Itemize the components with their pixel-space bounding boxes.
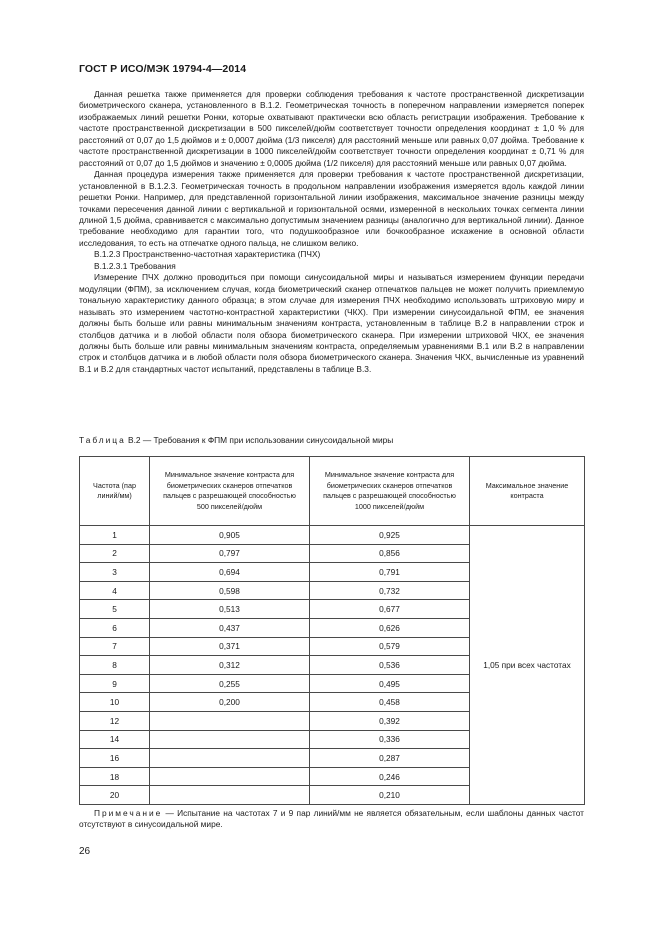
- cell-min-500: 0,371: [150, 637, 310, 656]
- cell-min-1000: 0,392: [310, 711, 470, 730]
- cell-min-500: 0,437: [150, 618, 310, 637]
- cell-min-500: 0,797: [150, 544, 310, 563]
- cell-min-1000: 0,791: [310, 563, 470, 582]
- header-frequency: Частота (пар линий/мм): [80, 457, 150, 526]
- cell-min-500: [150, 767, 310, 786]
- cell-frequency: 5: [80, 600, 150, 619]
- cell-frequency: 9: [80, 674, 150, 693]
- header-min-500: Минимальное значение контраста для биометрических сканеров отпечатков пальцев с разрешающей способностью 500 пикселей/дюйм: [150, 457, 310, 526]
- cell-min-1000: 0,336: [310, 730, 470, 749]
- cell-min-1000: 0,458: [310, 693, 470, 712]
- cell-min-500: 0,598: [150, 581, 310, 600]
- header-min-1000: Минимальное значение контраста для биометрических сканеров отпечатков пальцев с разрешающей способностью 1000 пикселей/дюйм: [310, 457, 470, 526]
- cell-frequency: 20: [80, 786, 150, 805]
- cell-min-1000: 0,677: [310, 600, 470, 619]
- cell-min-1000: 0,246: [310, 767, 470, 786]
- cell-min-500: [150, 730, 310, 749]
- cell-frequency: 7: [80, 637, 150, 656]
- cell-max-contrast: 1,05 при всех частотах: [470, 526, 585, 805]
- table-caption-label: Таблица: [79, 435, 126, 445]
- cell-min-1000: 0,856: [310, 544, 470, 563]
- cell-min-1000: 0,626: [310, 618, 470, 637]
- page-number: 26: [79, 846, 91, 857]
- cell-frequency: 4: [80, 581, 150, 600]
- cell-frequency: 8: [80, 656, 150, 675]
- paragraph: Измерение ПЧХ должно проводиться при помощи синусоидальной миры и называться измерением функции передачи модуляции (ФПМ), за исключением случая, когда биометрический сканер отпечатков пальцев не может получить приемлемую тональную характеристику данного образца; в этом случае для измерения ПЧХ необходимо использовать штриховую миру и называть это измерением частотно-контрастной характеристики (ЧКХ). При измерении синусоидальной ФПМ, ее значения должны быть больше или равны минимальным значениям контраста, установленным в таблице В.2 в направлении строк и столбцов датчика и в любой области поля обзора биометрического сканера. При измерении штриховой ЧКХ, ее значения должны быть больше или равны минимальным значениям контраста, определяемым уравнениями В.1 или В.2 в направлении строк и столбцов датчика и в любой области поля обзора биометрического сканера. Значения ЧКХ, вычисленные из уравнений В.1 и В.2 для стандартных частот испытаний, представлены в таблице В.3.: [79, 272, 584, 374]
- mtf-requirements-table: [79, 456, 585, 805]
- subsection-heading: В.1.2.3.1 Требования: [94, 260, 176, 271]
- cell-frequency: 3: [80, 563, 150, 582]
- cell-min-500: 0,312: [150, 656, 310, 675]
- section-heading: В.1.2.3 Пространственно-частотная характеристика (ПЧХ): [94, 249, 321, 260]
- cell-frequency: 2: [80, 544, 150, 563]
- header-max: Максимальное значение контраста: [470, 457, 585, 526]
- document-header: ГОСТ Р ИСО/МЭК 19794-4—2014: [79, 63, 247, 75]
- cell-min-1000: 0,536: [310, 656, 470, 675]
- cell-frequency: 1: [80, 526, 150, 545]
- cell-min-500: 0,513: [150, 600, 310, 619]
- table-note: [79, 808, 584, 831]
- cell-min-500: 0,694: [150, 563, 310, 582]
- paragraph: Данная решетка также применяется для проверки соблюдения требования к частоте пространственной дискретизации биометрического сканера, установленного в В.1.2. Геометрическая точность в поперечном направлении измеряется поперек изображаемых линий решетки Ронки, которые охватывают практически всю область регистрации изображения. Требование к частоте пространственной дискретизации в 500 пикселей/дюйм соответствует точности определения координат ± 1,0 % для расстояний от 0,07 до 1,5 дюймов и ± 0,0007 дюйма (1/3 пикселя) для расстояний меньше или равных 0,07 дюйма. Требование к частоте пространственной дискретизации в 1000 пикселей/дюйм соответствует точности определения координат ± 0,71 % для расстояний от 0,07 до 1,5 дюймов и значению ± 0,0005 дюйма (1/2 пикселя) для расстояний меньше или равных 0,07 дюйма.: [79, 89, 584, 168]
- table-caption: [79, 435, 393, 445]
- cell-min-1000: 0,732: [310, 581, 470, 600]
- cell-min-1000: 0,287: [310, 749, 470, 768]
- cell-frequency: 18: [80, 767, 150, 786]
- cell-min-500: [150, 749, 310, 768]
- cell-frequency: 10: [80, 693, 150, 712]
- cell-frequency: 16: [80, 749, 150, 768]
- note-label: Примечание: [94, 808, 163, 818]
- cell-min-500: 0,200: [150, 693, 310, 712]
- cell-min-500: 0,255: [150, 674, 310, 693]
- table-row: [80, 526, 585, 545]
- cell-min-500: [150, 711, 310, 730]
- cell-min-500: 0,905: [150, 526, 310, 545]
- body-text: [79, 89, 584, 375]
- note-text: — Испытание на частотах 7 и 9 пар линий/мм не является обязательным, если шаблоны данных частот отсутствуют в синусоидальной мире.: [79, 808, 584, 830]
- cell-min-1000: 0,495: [310, 674, 470, 693]
- cell-frequency: 14: [80, 730, 150, 749]
- table-header-row: [80, 457, 585, 526]
- table-caption-text: В.2 — Требования к ФПМ при использовании синусоидальной миры: [125, 435, 394, 445]
- cell-min-1000: 0,579: [310, 637, 470, 656]
- paragraph: Данная процедура измерения также применяется для проверки требования к частоте пространственной дискретизации, установленной в В.1.2.3. Геометрическая точность в продольном направлении изображения измеряется вдоль каждой линии решетки Ронки. Например, для представленной горизонтальной линии изображения, максимальное значение разницы между точками пересечения данной линии с вертикальной и горизонтальной осями, измеренной в нескольких точках сегмента линии длиной 1,5 дюйма, сравнивается с максимально допустимым значением разницы (аналогично для вертикальной линии). Данное требование необходимо для гарантии того, что подушкообразное или бочкообразное искажение в основной области исследования, то есть на отпечатке одного пальца, не слишком велико.: [79, 169, 584, 248]
- cell-min-1000: 0,210: [310, 786, 470, 805]
- cell-min-1000: 0,925: [310, 526, 470, 545]
- cell-frequency: 12: [80, 711, 150, 730]
- cell-min-500: [150, 786, 310, 805]
- cell-frequency: 6: [80, 618, 150, 637]
